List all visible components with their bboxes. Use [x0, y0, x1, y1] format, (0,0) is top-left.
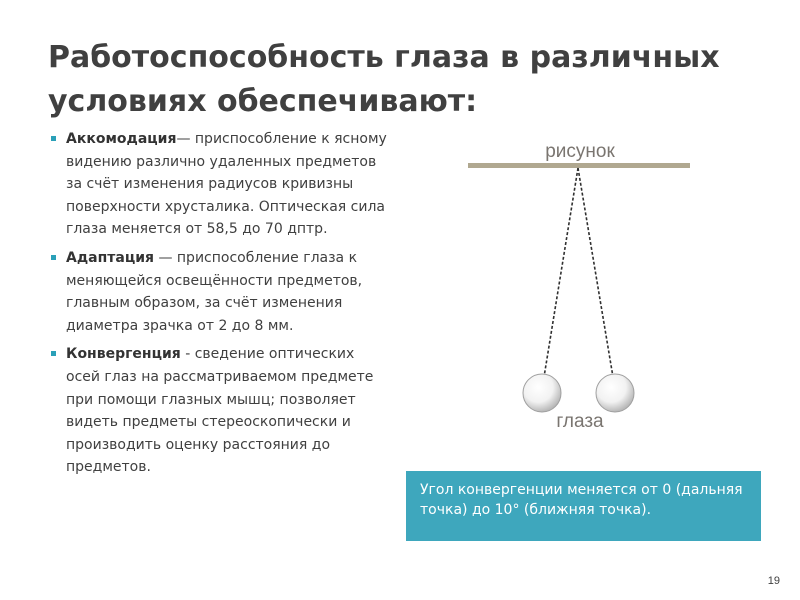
bullet-marker-icon — [51, 351, 56, 356]
bullet-text: - сведение оптических осей глаз на рассматриваемом предмете при помощи глазных мышц; позволяет видеть предметы стереоскопически и производить оценку расстояния до предметов. — [66, 346, 374, 476]
diagram-top-label: рисунок — [545, 141, 615, 162]
left-eye-icon — [523, 374, 561, 412]
bullet-marker-icon — [51, 255, 56, 260]
bullet-text: — приспособление глаза к меняющейся освещённости предметов, главным образом, за счёт изменения диаметра зрачка от 2 до 8 мм. — [66, 249, 363, 334]
picture-plane-bar — [468, 163, 690, 168]
bullet-item-convergence — [48, 343, 388, 479]
right-eye-icon — [596, 374, 634, 412]
right-sight-line — [578, 168, 613, 377]
diagram-bottom-label: глаза — [556, 411, 604, 432]
convergence-diagram — [460, 125, 700, 445]
bullet-list — [48, 128, 388, 485]
bullet-text: — приспособление к ясному видению различно удаленных предметов за счёт изменения радиусов кривизны поверхности хрусталика. Оптическая сила глаза меняется от 58,5 до 70 дптр. — [66, 131, 387, 238]
bullet-item-accommodation — [48, 128, 388, 241]
bullet-term: Аккомодация — [66, 131, 177, 147]
slide-title: Работоспособность глаза в различных условиях обеспечивают: — [48, 40, 720, 119]
left-sight-line — [544, 168, 578, 377]
page-number: 19 — [767, 575, 780, 587]
convergence-note-box: Угол конвергенции меняется от 0 (дальняя точка) до 10° (ближняя точка). — [406, 471, 761, 541]
bullet-term: Конвергенция — [66, 346, 181, 363]
bullet-marker-icon — [51, 136, 56, 141]
bullet-term: Адаптация — [66, 249, 154, 266]
bullet-item-adaptation — [48, 247, 388, 337]
